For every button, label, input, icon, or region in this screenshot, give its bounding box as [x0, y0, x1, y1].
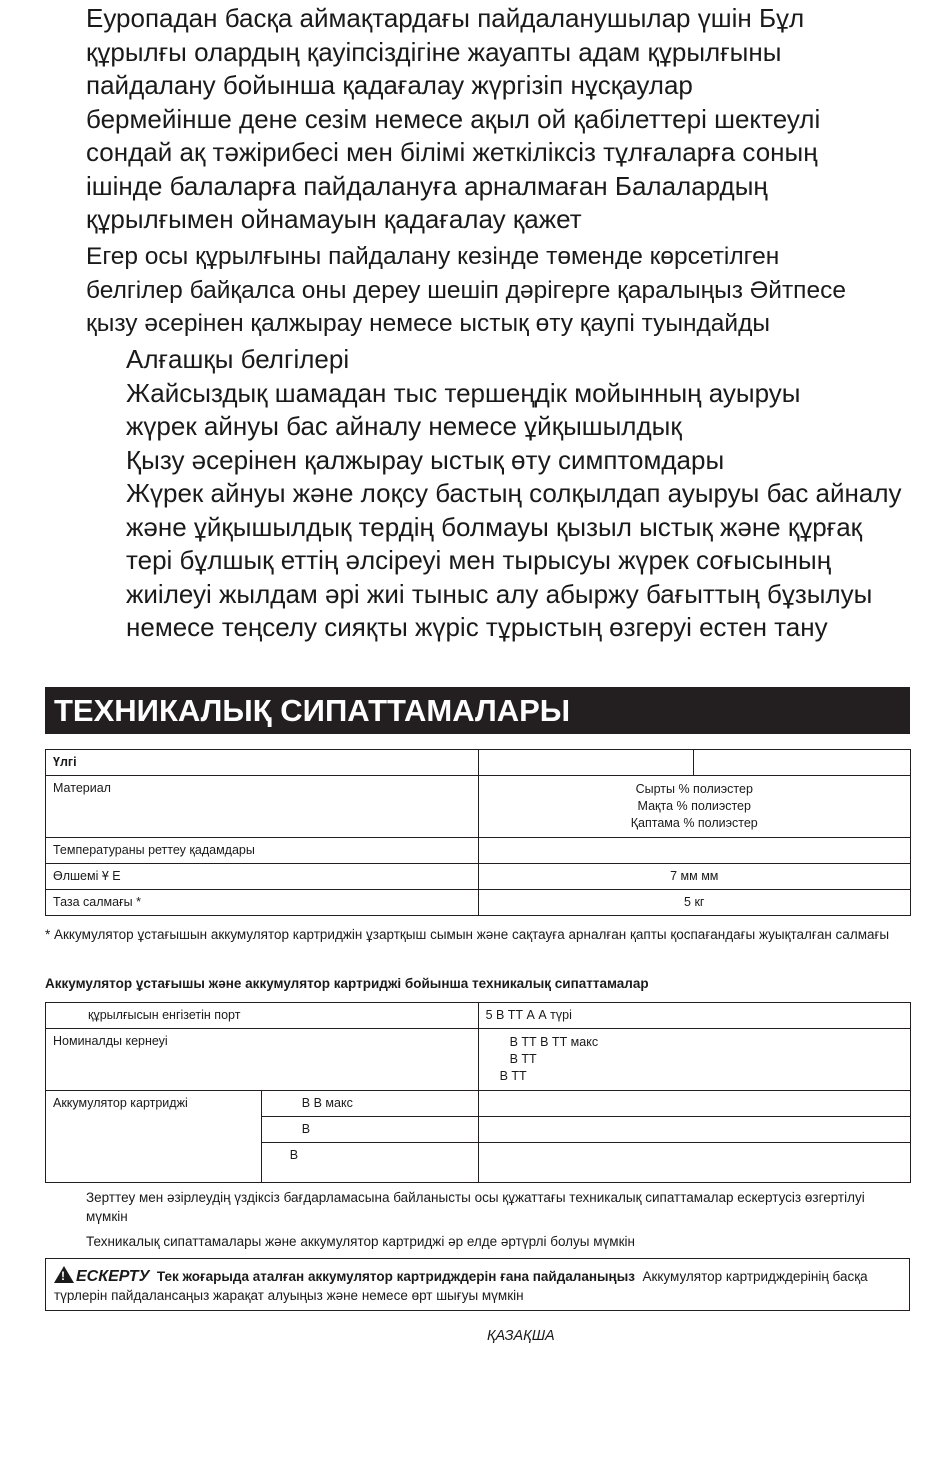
- material-line: Қаптама % полиэстер: [630, 816, 758, 830]
- warning-heading: ЕСКЕРТУ: [76, 1268, 150, 1285]
- usb-port-value: 5 В ТТ А А түрі: [478, 1003, 910, 1029]
- text-line: ішінде балаларға пайдалануға арналмаған Балалардың: [86, 170, 768, 201]
- specs-country-note: Техникалық сипаттамалары және аккумулятор картриджі әр елде әртүрлі болуы мүмкін: [86, 1234, 635, 1249]
- weight-footnote: * Аккумулятор ұстағышын аккумулятор картриджін ұзартқыш сымын және сақтауға арналған қапты қоспағандағы жуықталған салмағы: [45, 927, 890, 942]
- table-row: [46, 890, 911, 916]
- text-line: сондай ақ тәжірибесі мен білімі жеткіліксіз тұлғаларға соның: [86, 137, 818, 167]
- text-line: жүрек айнуы бас айналу немесе ұйқышылдық: [126, 411, 682, 441]
- battery-cartridge-voltage: В В макс: [261, 1091, 478, 1117]
- battery-cartridge-voltage: В: [261, 1143, 478, 1183]
- voltage-line: В ТТ: [509, 1052, 537, 1066]
- text-line: қызу әсерінен қалжырау немесе ыстық өту қаупі туындайды: [86, 310, 771, 337]
- intro-paragraph-1: [86, 2, 820, 237]
- table-row: [46, 776, 911, 838]
- net-weight-value: 5 кг: [478, 890, 910, 916]
- voltage-line: В ТТ: [499, 1069, 527, 1083]
- text-line: және ұйқышылдық тердің болмауы қызыл ыстық және құрғақ: [126, 511, 863, 542]
- voltage-line: В ТТ В ТТ макс: [509, 1035, 599, 1049]
- warning-text: Аккумулятор картридждерінің басқа түрлерін пайдалансаңыз жарақат алуыңыз және немесе өрт шығуы мүмкін: [54, 1269, 868, 1303]
- specs-change-note: Зерттеу мен әзірлеудің үздіксіз бағдарламасына байланысты осы құжаттағы техникалық сипаттамалар ескертусіз өзгертілуі мүмкін: [86, 1190, 865, 1224]
- text-line: Еуропадан басқа аймақтардағы пайдаланушылар үшін Бұл: [86, 3, 805, 33]
- table-row: [46, 864, 911, 890]
- text-line: құрылғымен ойнамауын қадағалау қажет: [86, 204, 582, 234]
- text-line: Жүрек айнуы және лоқсу бастың солқылдап ауыруы бас айналу: [126, 478, 902, 508]
- size-value: 7 мм мм: [478, 864, 910, 890]
- spec-table: [45, 749, 911, 916]
- usb-port-label: құрылғысын енгізетін порт: [46, 1003, 479, 1029]
- text-line: құрылғы олардың қауіпсіздігіне жауапты адам құрылғыны: [86, 36, 782, 67]
- text-line: Жайсыздық шамадан тыс тершеңдік мойынның ауыруы: [126, 377, 801, 408]
- text-line: белгілер байқалса оны дереу шешіп дәрігерге қаралыңыз Әйтпесе: [86, 276, 846, 304]
- material-label: Материал: [46, 776, 479, 838]
- model-value-1: [478, 750, 694, 776]
- symptoms-block: [126, 343, 902, 645]
- text-line: пайдалану бойынша қадағалау жүргізіп нұсқаулар: [86, 70, 693, 100]
- material-line: Мақта % полиэстер: [637, 799, 751, 813]
- net-weight-label: Таза салмағы *: [46, 890, 479, 916]
- battery-cartridge-cell: [478, 1091, 910, 1117]
- table-row: [46, 1091, 911, 1117]
- text-line: бермейінше дене сезім немесе ақыл ой қабілеттері шектеулі: [86, 103, 821, 134]
- table-row: [46, 750, 911, 776]
- text-line: жиілеуі жылдам әрі жиі тыныс алу абыржу бағыттың бұзылуы: [126, 578, 873, 609]
- text-line: Егер осы құрылғыны пайдалану кезінде төменде көрсетілген: [86, 243, 780, 270]
- battery-cartridge-voltage: В: [261, 1117, 478, 1143]
- battery-cartridge-cell: [478, 1143, 910, 1183]
- warning-box: [45, 1258, 910, 1311]
- text-line: немесе теңселу сияқты жүріс тұрыстың өзгеруі естен тану: [126, 612, 828, 642]
- model-value-2: [694, 750, 911, 776]
- battery-spec-table: [45, 1002, 911, 1183]
- size-label: Өлшемі Ұ Е: [46, 864, 479, 890]
- heat-exhaustion-heading: Қызу әсерінен қалжырау ыстық өту симптомдары: [126, 444, 725, 475]
- battery-table-title: Аккумулятор ұстағышы және аккумулятор картриджі бойынша техникалық сипаттамалар: [45, 976, 649, 991]
- language-label: ҚАЗАҚША: [487, 1328, 555, 1344]
- warning-triangle-icon: [54, 1266, 74, 1283]
- text-line: тері бұлшық еттің әлсіреуі мен тырысуы жүрек соғысының: [126, 545, 832, 575]
- material-line: Сырты % полиэстер: [635, 782, 753, 796]
- temperature-steps-label: Температураны реттеу қадамдары: [46, 838, 479, 864]
- warning-strong-text: Тек жоғарыда аталған аккумулятор картридждерін ғана пайдаланыңыз: [156, 1269, 635, 1284]
- table-row: [46, 1029, 911, 1091]
- model-label: Үлгі: [46, 750, 479, 776]
- rated-voltage-label: Номиналды кернеуі: [46, 1029, 479, 1091]
- intro-paragraph-2: [86, 240, 846, 341]
- first-symptoms-heading: Алғашқы белгілері: [126, 344, 350, 374]
- temperature-steps-value: [478, 838, 910, 864]
- table-row: [46, 1003, 911, 1029]
- material-value: [478, 776, 910, 838]
- battery-cartridge-cell: [478, 1117, 910, 1143]
- section-title: ТЕХНИКАЛЫҚ СИПАТТАМАЛАРЫ: [45, 687, 910, 734]
- battery-cartridge-label: Аккумулятор картриджі: [46, 1091, 262, 1183]
- table-row: [46, 838, 911, 864]
- rated-voltage-value: [478, 1029, 910, 1091]
